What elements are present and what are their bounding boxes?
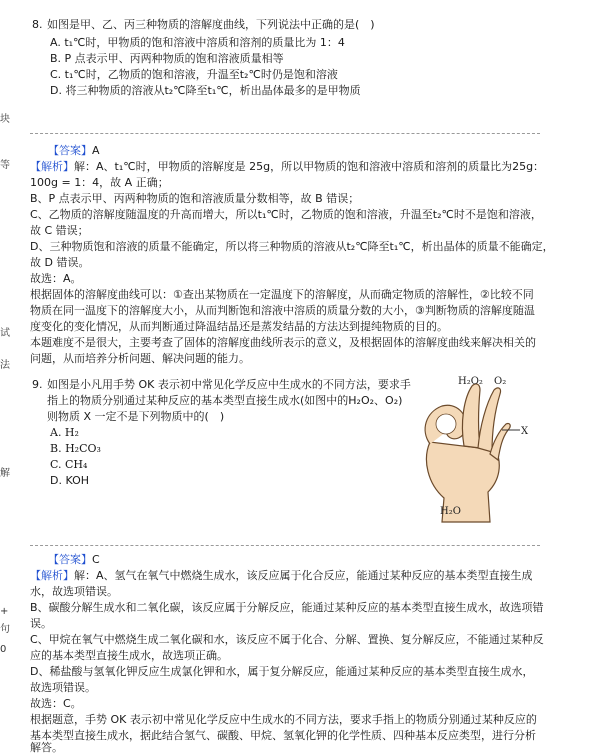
analysis-tag: 【解析】: [30, 569, 74, 582]
margin-fragment: 块: [0, 114, 10, 125]
margin-fragment: 句: [0, 624, 10, 635]
analysis-line: 根据题意，手势 OK 表示初中常见化学反应中生成水的不同方法，要求手指上的物质分别通过某种反应的: [30, 713, 537, 726]
ok-hand-figure: [408, 372, 533, 532]
analysis-line: 应的基本类型直接生成水，故选项正确。: [30, 649, 228, 662]
label-x: X: [521, 426, 529, 437]
middle-finger: [462, 384, 480, 448]
margin-fragment: 0: [0, 644, 7, 655]
analysis-tag: 【解析】: [30, 160, 74, 173]
divider: [30, 133, 540, 134]
label-h2o2: H₂O₂: [458, 376, 483, 387]
analysis-line: 本题难度不是很大，主要考查了固体的溶解度曲线所表示的意义，及根据固体的溶解度曲线来解决相关的: [30, 336, 536, 349]
question-number: 9.: [32, 378, 43, 391]
analysis-line: 100g = 1：4，故 A 正确；: [30, 176, 169, 189]
analysis-line: 【解析】解：A、t₁℃时，甲物质的溶解度是 25g，所以甲物质的饱和溶液中溶质和溶剂的质量比为25g：: [30, 160, 545, 173]
analysis-line: 度变化的变化情况，从而判断通过降温结晶还是蒸发结晶的方法达到提纯物质的目的。: [30, 320, 448, 333]
answer-line: [48, 552, 100, 568]
margin-fragment: 解: [0, 468, 10, 479]
option-d: D. 将三种物质的溶液从t₂℃降至t₁℃，析出晶体最多的是甲物质: [50, 84, 361, 97]
palm-shape: [426, 442, 499, 522]
question-stem-line: 指上的物质分别通过某种反应的基本类型直接生成水(如图中的H₂O₂、O₂): [47, 394, 403, 407]
question-stem-line: 如图是小凡用手势 OK 表示初中常见化学反应中生成水的不同方法，要求手: [47, 378, 411, 391]
analysis-line: B、碳酸分解生成水和二氧化碳，该反应属于分解反应，能通过某种反应的基本类型直接生成水，故选项错: [30, 601, 544, 614]
option-c: C. CH₄: [50, 458, 88, 471]
analysis-line: 【解析】解：A、氢气在氧气中燃烧生成水，该反应属于化合反应，能通过某种反应的基本类型直接生成: [30, 569, 533, 582]
answer-tag: 【答案】: [48, 144, 92, 157]
answer-value: C: [92, 553, 100, 566]
analysis-line: 根据固体的溶解度曲线可以：①查出某物质在一定温度下的溶解度，从而确定物质的溶解性，②比较不同: [30, 288, 534, 301]
option-c: C. t₁℃时，乙物质的饱和溶液，升温至t₂℃时仍是饱和溶液: [50, 68, 338, 81]
analysis-line: C、甲烷在氧气中燃烧生成二氧化碳和水，该反应不属于化合、分解、置换、复分解反应，不能通过某种反: [30, 633, 544, 646]
answer-value: A: [92, 144, 100, 157]
analysis-line: 故 D 错误。: [30, 256, 90, 269]
margin-fragment: 等: [0, 160, 10, 171]
analysis-line: 故选：C。: [30, 697, 82, 710]
analysis-line: 基本类型直接生成水，据此结合氢气、碳酸、甲烷、氢氧化钾的化学性质、四种基本反应类型，进行分析: [30, 729, 536, 742]
label-h2o: H₂O: [440, 506, 461, 517]
analysis-line: 误。: [30, 617, 52, 630]
label-o2: O₂: [494, 376, 507, 387]
option-a: A. t₁℃时，甲物质的饱和溶液中溶质和溶剂的质量比为 1：4: [50, 36, 345, 49]
analysis-line: 问题，从而培养分析问题、解决问题的能力。: [30, 352, 250, 365]
analysis-line: D、三种物质饱和溶液的质量不能确定，所以将三种物质的溶液从t₂℃降至t₁℃，析出晶体的质量不能确定，: [30, 240, 554, 253]
question-number: 8.: [32, 18, 43, 31]
analysis-line: 故 C 错误；: [30, 224, 89, 237]
question-stem-line: 则物质 X 一定不是下列物质中的( ): [47, 410, 225, 423]
analysis-line: C、乙物质的溶解度随温度的升高而增大，所以t₁℃时，乙物质的饱和溶液，升温至t₂℃时不是饱和溶液，: [30, 208, 542, 221]
margin-fragment: 法: [0, 360, 10, 371]
analysis-line: 故选项错误。: [30, 681, 96, 694]
option-d: D. KOH: [50, 474, 90, 487]
question-stem: 如图是甲、乙、丙三种物质的溶解度曲线，下列说法中正确的是( ): [47, 18, 375, 31]
analysis-line: 水，故选项错误。: [30, 585, 118, 598]
margin-fragment: 试: [0, 328, 10, 339]
answer-line: [48, 143, 100, 159]
margin-fragment: +: [0, 606, 9, 617]
option-b: B. H₂CO₃: [50, 442, 101, 455]
divider: [30, 545, 540, 546]
answer-tag: 【答案】: [48, 553, 92, 566]
analysis-line: D、稀盐酸与氢氧化钾反应生成氯化钾和水，属于复分解反应，能通过某种反应的基本类型直接生成水，: [30, 665, 534, 678]
analysis-line: 解答。: [30, 741, 63, 754]
option-a: A. H₂: [50, 426, 79, 439]
option-b: B. P 点表示甲、丙两种物质的饱和溶液质量相等: [50, 52, 284, 65]
loop-opening: [436, 414, 456, 434]
analysis-line: B、P 点表示甲、丙两种物质的饱和溶液质量分数相等，故 B 错误；: [30, 192, 360, 205]
analysis-line: 物质在同一温度下的溶解度大小，从而判断饱和溶液中溶质的质量分数的大小，③判断物质的溶解度随温: [30, 304, 535, 317]
analysis-line: 故选：A。: [30, 272, 82, 285]
